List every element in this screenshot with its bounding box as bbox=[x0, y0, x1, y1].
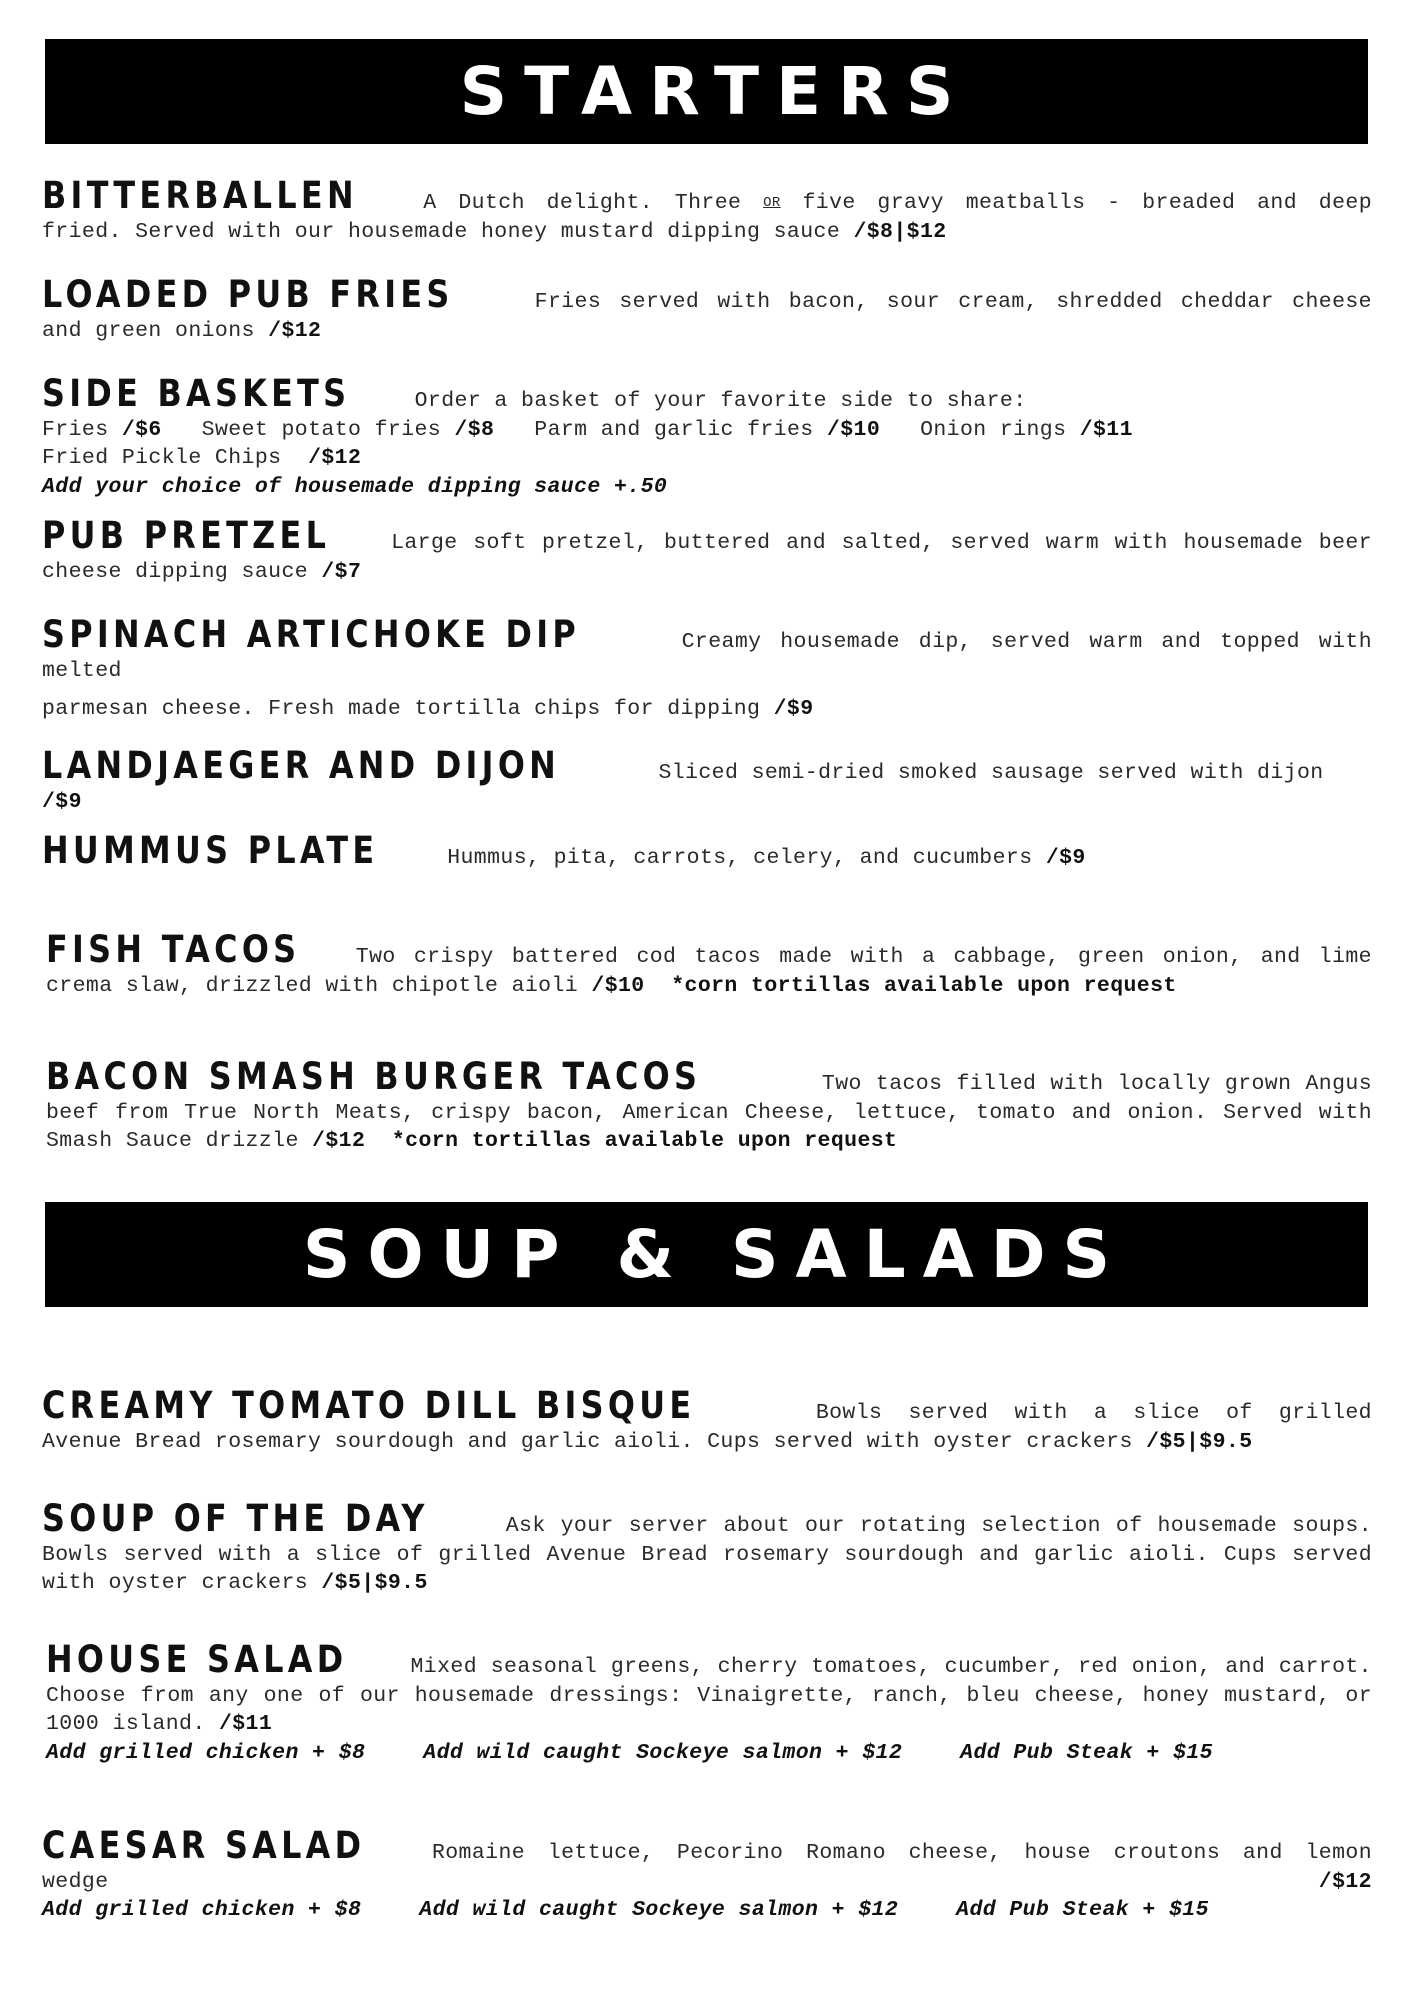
item-price: /$9 bbox=[773, 697, 814, 721]
item-note: *corn tortillas available upon request bbox=[671, 973, 1177, 998]
item-description-cont: five gravy meatballs - breaded and deep fried. Served with our housemade honey mustard dipping sauce bbox=[42, 191, 1372, 244]
side-fries-price: /$6 bbox=[121, 417, 162, 442]
item-price: /$5|$9.5 bbox=[321, 1571, 428, 1595]
item-name: HOUSE SALAD bbox=[46, 1638, 348, 1681]
menu-item-bacon-smash-burger-tacos bbox=[46, 1057, 1372, 1156]
side-onion-rings-price: /$11 bbox=[1079, 417, 1133, 442]
addon-salmon: Add wild caught Sockeye salmon + $12 bbox=[419, 1898, 899, 1922]
menu-item-fish-tacos bbox=[46, 930, 1372, 1000]
item-description: Sliced semi-dried smoked sausage served with dijon bbox=[658, 761, 1324, 785]
item-name: CAESAR SALAD bbox=[42, 1824, 366, 1867]
addon-chicken: Add grilled chicken + $8 bbox=[46, 1740, 366, 1765]
side-parm-garlic-price: /$10 bbox=[826, 417, 881, 442]
item-price: /$11 bbox=[218, 1712, 273, 1736]
menu-item-hummus-plate bbox=[42, 831, 1372, 873]
item-note: *corn tortillas available upon request bbox=[391, 1129, 898, 1153]
item-name: HUMMUS PLATE bbox=[42, 829, 379, 872]
item-price: /$10 bbox=[591, 973, 645, 998]
side-parm-garlic: Parm and garlic fries bbox=[534, 417, 827, 442]
menu-item-side-baskets bbox=[42, 374, 1372, 501]
item-description: Hummus, pita, carrots, celery, and cucumbers bbox=[447, 846, 1046, 870]
item-price: /$12 bbox=[1318, 1869, 1372, 1894]
menu-item-loaded-pub-fries bbox=[42, 275, 1372, 345]
item-price: /$5|$9.5 bbox=[1146, 1429, 1253, 1454]
side-pickle: Fried Pickle Chips bbox=[42, 446, 295, 470]
or-text: OR bbox=[763, 195, 781, 211]
side-fries: Fries bbox=[42, 417, 122, 442]
item-description: Creamy housemade dip, served warm and topped with melted bbox=[42, 630, 1372, 683]
addon-steak: Add Pub Steak + $15 bbox=[960, 1740, 1213, 1765]
side-options-row bbox=[42, 416, 1372, 445]
starters-header: STARTERS bbox=[45, 39, 1368, 144]
side-addon: Add your choice of housemade dipping sauce +.50 bbox=[42, 474, 668, 499]
menu-item-bitterballen bbox=[42, 176, 1372, 246]
item-price: /$7 bbox=[321, 559, 362, 584]
item-description: Ask your server about our rotating selection of housemade soups. Bowls served with a slice of grilled Avenue Bread rosemary sourdough and garlic aioli. Cups served with oyster crackers bbox=[42, 1514, 1372, 1595]
item-description: Mixed seasonal greens, cherry tomatoes, cucumber, red onion, and carrot. Choose from any one of our housemade dressings: Vinaigrette, ranch, bleu cheese, honey mustard, or 1000 island. bbox=[46, 1655, 1372, 1736]
item-name: PUB PRETZEL bbox=[42, 514, 331, 557]
menu-item-spinach-artichoke-dip bbox=[42, 615, 1372, 724]
menu-item-soup-of-the-day bbox=[42, 1499, 1372, 1598]
addon-steak: Add Pub Steak + $15 bbox=[956, 1898, 1209, 1922]
item-name: SPINACH ARTICHOKE DIP bbox=[42, 613, 581, 656]
side-pickle-row bbox=[42, 444, 1372, 473]
item-price: /$8|$12 bbox=[853, 219, 947, 244]
soup-salads-header: SOUP & SALADS bbox=[45, 1202, 1368, 1307]
side-pickle-price: /$12 bbox=[308, 446, 362, 470]
item-description: Two crispy battered cod tacos made with a cabbage, green onion, and lime crema slaw, drizzled with chipotle aioli bbox=[46, 945, 1372, 998]
menu-item-caesar-salad bbox=[42, 1826, 1372, 1925]
item-name: BACON SMASH BURGER TACOS bbox=[46, 1055, 702, 1098]
item-description: Bowls served with a slice of grilled Avenue Bread rosemary sourdough and garlic aioli. Cups served with oyster crackers bbox=[42, 1401, 1372, 1454]
item-name: BITTERBALLEN bbox=[42, 174, 358, 217]
side-onion-rings: Onion rings bbox=[920, 417, 1080, 442]
side-sweet-potato: Sweet potato fries bbox=[201, 417, 455, 442]
item-price: /$9 bbox=[42, 789, 82, 814]
menu-item-house-salad bbox=[46, 1640, 1372, 1767]
item-price: /$12 bbox=[268, 318, 322, 343]
item-description: A Dutch delight. Three bbox=[423, 191, 764, 215]
item-description: Romaine lettuce, Pecorino Romano cheese, house croutons and lemon wedge bbox=[42, 1841, 1372, 1894]
menu-item-pub-pretzel bbox=[42, 516, 1372, 586]
item-price: /$12 bbox=[312, 1129, 366, 1153]
item-description: Order a basket of your favorite side to share: bbox=[414, 389, 1027, 413]
salad-addons bbox=[46, 1739, 1372, 1768]
salad-addons bbox=[42, 1896, 1372, 1925]
item-description: Two tacos filled with locally grown Angus beef from True North Meats, crispy bacon, American Cheese, lettuce, tomato and onion. Served with Smash Sauce drizzle bbox=[46, 1072, 1372, 1153]
menu-item-landjaeger bbox=[42, 746, 1372, 816]
item-name: LANDJAEGER AND DIJON bbox=[42, 744, 561, 787]
addon-salmon: Add wild caught Sockeye salmon + $12 bbox=[423, 1740, 903, 1765]
item-description: Fries served with bacon, sour cream, shredded cheddar cheese and green onions bbox=[42, 290, 1372, 343]
item-price: /$9 bbox=[1045, 846, 1086, 870]
item-name: LOADED PUB FRIES bbox=[42, 273, 454, 316]
addon-chicken: Add grilled chicken + $8 bbox=[42, 1898, 362, 1922]
side-sweet-potato-price: /$8 bbox=[454, 417, 495, 442]
menu-item-tomato-dill-bisque bbox=[42, 1386, 1372, 1456]
item-description-cont: parmesan cheese. Fresh made tortilla chips for dipping bbox=[42, 697, 774, 721]
item-name: FISH TACOS bbox=[46, 928, 301, 971]
item-description: Large soft pretzel, buttered and salted, served warm with housemade beer cheese dipping sauce bbox=[42, 531, 1372, 584]
item-name: SIDE BASKETS bbox=[42, 372, 351, 415]
item-name: SOUP OF THE DAY bbox=[42, 1497, 429, 1540]
item-name: CREAMY TOMATO DILL BISQUE bbox=[42, 1384, 696, 1427]
